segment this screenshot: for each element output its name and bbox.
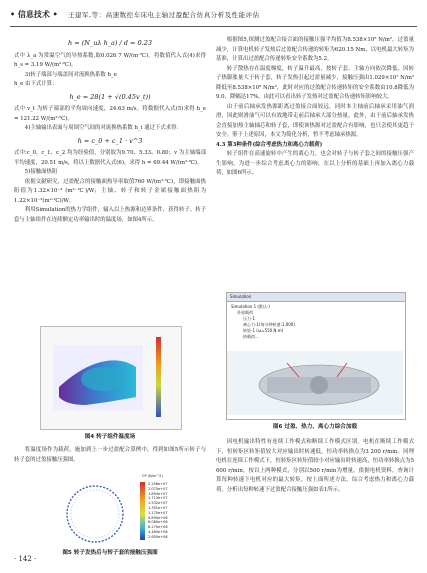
paragraph: 式中 v_t 为转子端部的平均周向速度，24.63 m/s。将数据代入式(5)求得 h_e = 121.22 W/(m²·℃)。 xyxy=(14,106,206,122)
legend-value: 2.256e+07 xyxy=(148,482,168,486)
figure-5-contact-pressure xyxy=(40,476,180,546)
section-label: • 信息技术 • xyxy=(10,10,58,19)
legend-value: 8.080e+06 xyxy=(148,520,168,525)
tree-item[interactable]: Simulation 1 (默认-) xyxy=(231,304,270,309)
feature-tree xyxy=(227,302,405,342)
tree-item[interactable]: 压力-1 xyxy=(243,316,255,321)
legend-value: 9.890e+06 xyxy=(148,515,168,520)
paragraph: 5)接触面热阻 xyxy=(24,169,58,175)
figure-4-temperature-field xyxy=(40,326,182,430)
legend-value: 2.650e+06 xyxy=(148,534,168,539)
legend-value: 1.532e+07 xyxy=(148,501,168,506)
paragraph: 式中 λ_a 为常温空气的导热系数,取0.026 7 W/(m·℃)。将数值代入式(4)求得 h_s = 3.19 W/(m²·℃)。 xyxy=(14,52,206,68)
tree-item[interactable]: 转矩-1 (ω=550 N·m) xyxy=(243,328,284,333)
legend-value: 6.270e+06 xyxy=(148,525,168,530)
temperature-field-image xyxy=(41,327,181,429)
legend-value: 1.894e+07 xyxy=(148,491,168,496)
tree-item[interactable]: 外部载荷 xyxy=(237,310,253,315)
window-titlebar: Simulation xyxy=(227,293,405,302)
paragraph: 4)主轴输出表面与周围空气间的对流换热系数 h_i 通过下式求得： xyxy=(24,125,182,131)
paragraph: 将温度场作为载荷，施加到上一步过盈配合算例中，得到如图5所示转子与转子套的过盈接触压强图。 xyxy=(14,447,206,463)
paragraph: 3)转子端部与端盖间对流换热系数 h_e xyxy=(24,71,117,78)
paragraph: 利用Simulation的热力学组件，输入以上热源和边界条件，获得转子、转子套与主轴组件在连续额定功率输出时的温度场，如图4所示。 xyxy=(14,207,206,223)
left-column xyxy=(14,36,206,225)
right-column xyxy=(216,36,414,179)
legend-value: 1.170e+07 xyxy=(148,510,168,515)
legend-value: 4.460e+06 xyxy=(148,529,168,534)
paragraph: 根据图5,探测过盈配合接合面的接触压强平均值为8.538×10⁶ N/m²，过盈量减少，计算电机转子发热后过盈配合传递的转矩为620.15 Nm，以电机最大转矩为基准，计算出过盈配合传递转矩安全系数为5.2。 xyxy=(216,37,414,62)
paragraph: 式中:c_0、c_1、c_2 均为经验值，分别取为9.70、5.33、0.80；v 为主轴端部平均速度，20.51 m/s，将以上数据代入式(6)，求得 h = 69.44 W/(m²·℃)。 xyxy=(14,150,206,166)
equation-6: h = c_0 + c_1 · v^3 xyxy=(77,136,143,145)
paragraph: 由于前后轴承发热源距离过盈接合面较远，同时本主轴前后轴承采用油气润滑，因此则滑油气可以有效地带走前后轴承大部分热量。此外，由于前后轴承发热会直接加热主轴轴芯和转子套，即使该热源对过盈配合有影响，也只会使其更趋于安全。鉴于上述原因，本文为简化分析，暂不考虑轴承热源。 xyxy=(216,103,414,138)
right-column-lower xyxy=(216,438,414,495)
tree-item[interactable]: 热载荷... xyxy=(243,334,259,339)
legend-value: 1.713e+07 xyxy=(148,496,168,501)
figure-5-caption: 图5 转子发热后与转子套的接触压强图 xyxy=(62,550,158,556)
equation-4: h = (N_uλ h_a) / d = 0.23 xyxy=(68,39,152,47)
running-title: 王建军,等：高速数控车床电主轴过盈配合仿真分析及性能评估 xyxy=(68,11,260,19)
figure-6-load-screenshot xyxy=(226,292,406,420)
paragraph: h_e 由下式计算： xyxy=(14,81,58,87)
section-heading: 4.3 第3种条件(综合考虑热力和离心力载荷) xyxy=(216,141,323,148)
paragraph: 因电机输出特性有连续工作模式和断续工作模式区别。电机在断续工作模式下，恒转矩区转矩值较大对应输出时转速低，恒功率转换点为3 200 r/min。同理电机在连续工作模式下，恒转矩区转矩值较小对应输出时转速高，恒功率转换点为5 600 r/min。按以上两种模式，分别以500 r/min为增量，依据电机资料，查询计算每种转速下电机对应的最大转矩，按上面所述方法，综合考虑热力和离心力载荷，分析出每种转速下过盈配合接触压强如表1所示。 xyxy=(216,439,414,493)
tree-item[interactable]: 离心力-1(每分钟转速:1,000) xyxy=(243,322,295,327)
left-column-lower xyxy=(14,446,206,465)
figure-4-caption: 图4 转子组件温度场 xyxy=(84,434,136,440)
legend-value: 2.075e+07 xyxy=(148,486,168,491)
equation-5: h_e = 28(1 + √(0.45v_t)) xyxy=(69,92,151,101)
figure-6-caption: 图6 过盈、热力、离心力综合加载 xyxy=(272,424,358,430)
pressure-legend xyxy=(148,482,180,540)
paragraph: 转子散热存在温度梯度，转子温升最高，按转子套、主轴方向依次降低。因转子热膨胀量大于转子套，转子发热引起过盈量减少，接触压强由1.029×10⁷ N/m²降低至8.538×10⁶ N/m²，此时对应的过盈配合传递转矩的安全系数由10.8降低为9.0，降幅达17%，由此可以看出转子发热对过盈配合传递转矩影响较大。 xyxy=(216,65,414,100)
paragraph: 转子组件在高速旋转中产生的离心力，也会对转子与转子套之间的接触压强产生影响。为进一步综合考虑离心力的影响，在以上分析的基础上再加入离心力载荷，如图6所示。 xyxy=(216,151,414,176)
legend-value: 1.351e+07 xyxy=(148,505,168,510)
legend-title: CP (N/m^2) xyxy=(142,474,163,478)
model-view xyxy=(227,351,403,415)
paragraph: 依据文献研究，过盈配合的接触面热导率取值760 W/(m²·℃)，即接触面热阻值为1.32×10⁻³ (m²·℃)/W；主轴、转子和转子金属接触面热阻为1.22×10⁻³(m²·℃)/W。 xyxy=(14,178,206,204)
page-number: · 142 · xyxy=(14,555,37,563)
page-header xyxy=(10,6,417,27)
